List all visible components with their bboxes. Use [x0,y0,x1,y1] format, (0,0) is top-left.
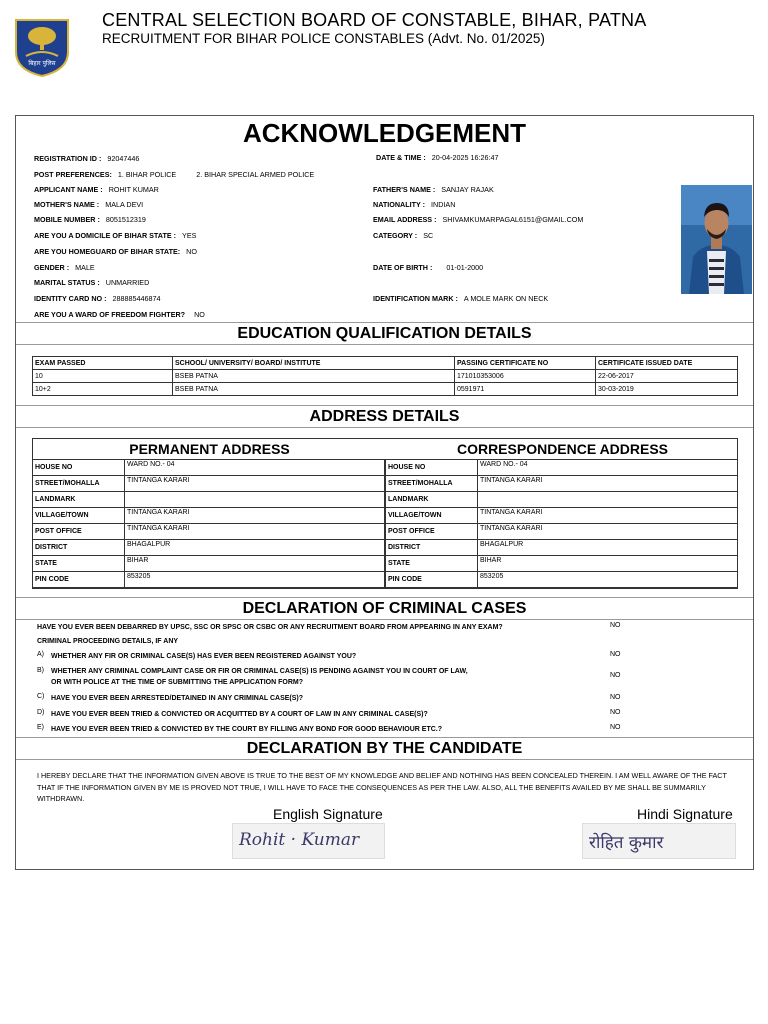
date-of-birth-label: DATE OF BIRTH : [373,263,433,272]
marital-status-value: UNMARRIED [105,278,150,287]
table-row [33,540,385,556]
applicant-name-field [34,185,159,195]
table-row [33,524,385,540]
marital-status-field [34,278,149,288]
mobile-number-value: 8051512319 [105,215,146,224]
gender-label: GENDER : [34,263,70,272]
father-name-value: SANJAY RAJAK [441,185,494,194]
hindi-signature-text: रोहित कुमार [589,833,664,853]
address-key: VILLAGE/TOWN [386,508,478,524]
date-time-label: DATE & TIME : [376,153,426,162]
gender-field [34,263,95,273]
applicant-photo-icon [681,185,752,294]
registration-id-value: 92047446 [107,154,140,163]
address-key: LANDMARK [33,492,125,508]
homeguard-label: ARE YOU HOMEGUARD OF BIHAR STATE: [34,247,181,256]
bond-answer: NO [610,724,621,731]
declaration-text: I HEREBY DECLARE THAT THE INFORMATION GIVEN ABOVE IS TRUE TO THE BEST OF MY KNOWLEDGE AND BELIEF AND NOTHING HAS BEEN CONCEALED THEREIN. I AM WELL AWARE OF THE FACT THAT IF THE INFORMATION GIVEN BY ME IS PROVED NOT TRUE, I WILL HAVE TO FACE THE CONSEQUENCES AS PER THE LAW. ALSO, ALL THE BENEFITS AVAILED BY ME SHALL BE SUMMARILY WITHDRAWN. [37,771,727,803]
institute-cell: BSEB PATNA [173,383,455,396]
identity-card-label: IDENTITY CARD NO : [34,294,107,303]
correspondence-address-title: CORRESPONDENCE ADDRESS [456,441,669,457]
table-row [386,508,738,524]
address-box [32,438,738,589]
applicant-name-label: APPLICANT NAME : [34,185,103,194]
address-section-title: ADDRESS DETAILS [16,405,753,428]
acknowledgement-form [15,115,754,870]
address-key: STATE [33,556,125,572]
address-key: DISTRICT [33,540,125,556]
address-key: VILLAGE/TOWN [33,508,125,524]
address-key: HOUSE NO [33,460,125,476]
issued-date-cell: 30-03-2019 [596,383,738,396]
page-header [0,0,768,100]
mother-name-value: MALA DEVI [105,200,144,209]
date-time-field [376,153,499,163]
identity-card-value: 288885446874 [112,294,161,303]
question-d-number: D) [37,709,45,716]
logo-text: बिहार पुलिस [28,60,56,67]
english-signature-image [232,823,385,859]
education-table-header [33,357,738,370]
bond-question: HAVE YOU EVER BEEN TRIED & CONVICTED BY THE COURT BY FILLING ANY BOND FOR GOOD BEHAVIOUR ETC.? [51,726,442,733]
post-preferences-field [34,170,314,180]
email-address-field [373,215,583,225]
address-key: HOUSE NO [386,460,478,476]
mother-name-label: MOTHER'S NAME : [34,200,100,209]
debarred-question: HAVE YOU EVER BEEN DEBARRED BY UPSC, SSC OR SPSC OR CSBC OR ANY RECRUITMENT BOARD FROM APPEARING IN ANY EXAM? [37,624,503,631]
column-certificate-no: PASSING CERTIFICATE NO [455,357,596,370]
category-value: SC [423,231,434,240]
table-row [386,524,738,540]
convicted-question: HAVE YOU EVER BEEN TRIED & CONVICTED OR ACQUITTED BY A COURT OF LAW IN ANY CRIMINAL CASE(S)? [51,711,428,718]
address-value: TINTANGA KARARI [125,476,385,492]
exam-passed-cell: 10 [33,370,173,383]
nationality-label: NATIONALITY : [373,200,426,209]
address-value: WARD NO.- 04 [478,460,738,476]
table-row [386,572,738,588]
mother-name-field [34,200,143,210]
address-key: STREET/MOHALLA [33,476,125,492]
table-row [386,476,738,492]
criminal-section-title: DECLARATION OF CRIMINAL CASES [16,597,753,620]
identification-mark-label: IDENTIFICATION MARK : [373,294,458,303]
identification-mark-field [373,294,548,304]
address-value: TINTANGA KARARI [125,524,385,540]
table-row [33,383,738,396]
institute-cell: BSEB PATNA [173,370,455,383]
email-address-value: SHIVAMKUMARPAGAL6151@GMAIL.COM [442,215,584,224]
address-key: STATE [386,556,478,572]
freedom-fighter-label: ARE YOU A WARD OF FREEDOM FIGHTER? [34,310,186,319]
question-a-number: A) [37,651,44,658]
domicile-field [34,231,196,241]
education-table [32,356,738,396]
address-key: PIN CODE [386,572,478,588]
pending-case-question-line-2: OR WITH POLICE AT THE TIME OF SUBMITTING THE APPLICATION FORM? [51,679,303,686]
pending-case-answer: NO [610,672,621,679]
address-value: 853205 [478,572,738,588]
address-value: TINTANGA KARARI [478,476,738,492]
marital-status-label: MARITAL STATUS : [34,278,100,287]
registration-id-label: REGISTRATION ID : [34,154,102,163]
address-key: STREET/MOHALLA [386,476,478,492]
address-value [125,492,385,508]
freedom-fighter-field [34,310,205,320]
table-row [33,476,385,492]
table-row [386,556,738,572]
address-key: POST OFFICE [386,524,478,540]
question-b-number: B) [37,667,44,674]
applicant-name-value: ROHIT KUMAR [108,185,159,194]
certificate-no-cell: 0591971 [455,383,596,396]
question-c-number: C) [37,693,45,700]
issued-date-cell: 22-06-2017 [596,370,738,383]
address-key: LANDMARK [386,492,478,508]
domicile-value: YES [182,231,197,240]
address-value [478,492,738,508]
nationality-value: INDIAN [431,200,456,209]
date-of-birth-value: 01-01-2000 [446,263,484,272]
post-preference-2: 2. BIHAR SPECIAL ARMED POLICE [196,170,315,179]
fir-answer: NO [610,651,621,658]
freedom-fighter-value: NO [194,310,205,319]
fir-question: WHETHER ANY FIR OR CRIMINAL CASE(S) HAS EVER BEEN REGISTERED AGAINST YOU? [51,653,357,660]
arrested-answer: NO [610,694,621,701]
correspondence-address-table [385,459,738,588]
certificate-no-cell: 171010353006 [455,370,596,383]
board-title: CENTRAL SELECTION BOARD OF CONSTABLE, BIHAR, PATNA [102,10,647,30]
address-value: TINTANGA KARARI [125,508,385,524]
exam-passed-cell: 10+2 [33,383,173,396]
address-value: 853205 [125,572,385,588]
criminal-details-label: CRIMINAL PROCEEDING DETAILS, IF ANY [37,638,179,645]
father-name-field [373,185,494,195]
homeguard-field [34,247,197,257]
table-row [386,492,738,508]
convicted-answer: NO [610,709,621,716]
table-row [33,556,385,572]
pending-case-question-line-1: WHETHER ANY CRIMINAL COMPLAINT CASE OR FIR OR CRIMINAL CASE(S) IS PENDING AGAINST YOU IN COURT OF LAW, [51,668,468,675]
address-value: TINTANGA KARARI [478,508,738,524]
column-issued-date: CERTIFICATE ISSUED DATE [596,357,738,370]
post-preference-1: 1. BIHAR POLICE [117,170,177,179]
address-value: BHAGALPUR [478,540,738,556]
mobile-number-label: MOBILE NUMBER : [34,215,100,224]
gender-value: MALE [75,263,95,272]
recruitment-subtitle: RECRUITMENT FOR BIHAR POLICE CONSTABLES (Advt. No. 01/2025) [102,31,545,46]
table-row [33,460,385,476]
homeguard-value: NO [186,247,197,256]
hindi-signature-label: Hindi Signature [637,806,733,822]
arrested-question: HAVE YOU EVER BEEN ARRESTED/DETAINED IN ANY CRIMINAL CASE(S)? [51,695,304,702]
father-name-label: FATHER'S NAME : [373,185,436,194]
candidate-declaration-title: DECLARATION BY THE CANDIDATE [16,737,753,760]
table-row [386,460,738,476]
post-preferences-label: POST PREFERENCES: [34,170,112,179]
address-value: BIHAR [478,556,738,572]
hindi-signature-image [582,823,736,859]
date-time-value: 20-04-2025 16:26:47 [431,153,499,162]
registration-id-field [34,154,139,164]
column-exam-passed: EXAM PASSED [33,357,173,370]
table-row [33,572,385,588]
address-key: POST OFFICE [33,524,125,540]
english-signature-label: English Signature [273,806,383,822]
identification-mark-value: A MOLE MARK ON NECK [463,294,549,303]
table-row [386,540,738,556]
question-e-number: E) [37,724,44,731]
category-label: CATEGORY : [373,231,418,240]
address-key: PIN CODE [33,572,125,588]
category-field [373,231,433,241]
table-row [33,370,738,383]
identity-card-field [34,294,161,304]
nationality-field [373,200,455,210]
applicant-photo [681,185,752,294]
date-of-birth-field [373,263,483,273]
address-value: TINTANGA KARARI [478,524,738,540]
acknowledgement-title: ACKNOWLEDGEMENT [242,118,527,148]
address-value: WARD NO.- 04 [125,460,385,476]
mobile-number-field [34,215,146,225]
column-institute: SCHOOL/ UNIVERSITY/ BOARD/ INSTITUTE [173,357,455,370]
bihar-police-logo-icon [14,18,70,78]
address-value: BIHAR [125,556,385,572]
permanent-address-title: PERMANENT ADDRESS [129,441,290,457]
debarred-answer: NO [610,622,621,629]
address-value: BHAGALPUR [125,540,385,556]
email-address-label: EMAIL ADDRESS : [373,215,437,224]
education-section-title: EDUCATION QUALIFICATION DETAILS [16,322,753,345]
permanent-address-table [32,459,385,588]
table-row [33,508,385,524]
english-signature-text: Rohit · Kumar [239,830,360,850]
table-row [33,492,385,508]
address-key: DISTRICT [386,540,478,556]
domicile-label: ARE YOU A DOMICILE OF BIHAR STATE : [34,231,177,240]
